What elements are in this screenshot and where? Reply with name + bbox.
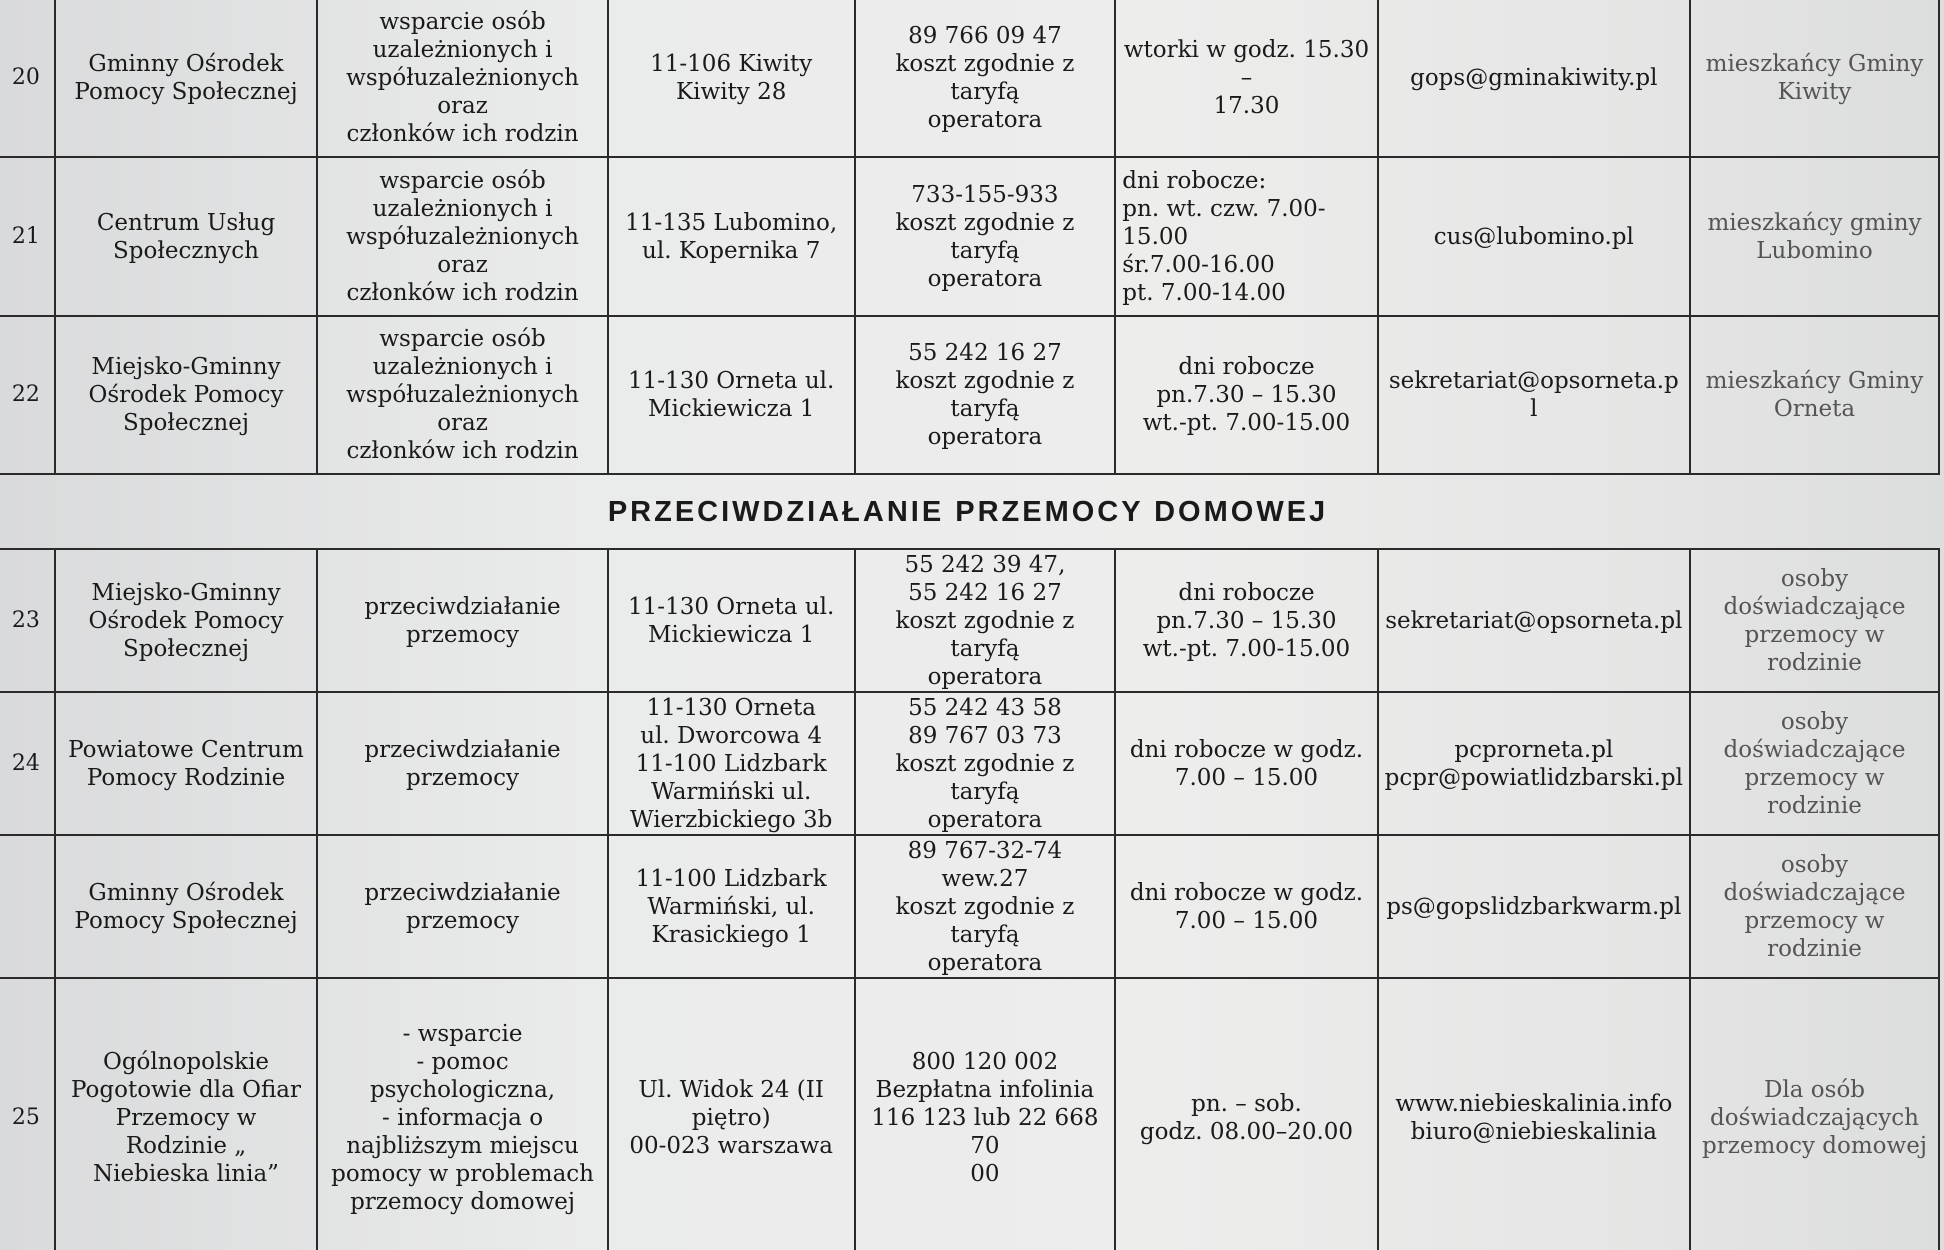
address: 11-130 Orneta ul. Dworcowa 4 11-100 Lidzbark Warmiński ul. Wierzbickiego 3b [608, 692, 855, 835]
address: 11-130 Orneta ul. Mickiewicza 1 [608, 316, 855, 474]
support-type: - wsparcie - pomoc psychologiczna, - informacja o najbliższym miejscu pomocy w problemach przemocy domowej [317, 978, 608, 1250]
support-type: przeciwdziałanie przemocy [317, 549, 608, 692]
recipients: mieszkańcy Gminy Kiwity [1690, 0, 1939, 157]
institution-name: Gminny Ośrodek Pomocy Społecznej [55, 835, 318, 978]
institution-name: Ogólnopolskie Pogotowie dla Ofiar Przemocy w Rodzinie „ Niebieska linia” [55, 978, 318, 1250]
opening-hours: dni robocze: pn. wt. czw. 7.00-15.00 śr.7.00-16.00 pt. 7.00-14.00 [1115, 157, 1377, 316]
email: cus@lubomino.pl [1378, 157, 1690, 316]
opening-hours: dni robocze pn.7.30 – 15.30 wt.-pt. 7.00-15.00 [1115, 316, 1377, 474]
recipients: osoby doświadczające przemocy w rodzinie [1690, 835, 1939, 978]
opening-hours: dni robocze pn.7.30 – 15.30 wt.-pt. 7.00-15.00 [1115, 549, 1377, 692]
support-type: wsparcie osób uzależnionych i współuzależnionych oraz członków ich rodzin [317, 157, 608, 316]
address: 11-130 Orneta ul. Mickiewicza 1 [608, 549, 855, 692]
phone: 89 767-32-74 wew.27 koszt zgodnie z taryfą operatora [855, 835, 1116, 978]
email: sekretariat@opsorneta.pl [1378, 549, 1690, 692]
institution-name: Miejsko-Gminny Ośrodek Pomocy Społecznej [55, 316, 318, 474]
email: www.niebieskalinia.info biuro@niebieskalinia [1378, 978, 1690, 1250]
support-type: przeciwdziałanie przemocy [317, 692, 608, 835]
table-row [0, 692, 1939, 835]
table-row [0, 835, 1939, 978]
phone: 800 120 002 Bezpłatna infolinia 116 123 lub 22 668 70 00 [855, 978, 1116, 1250]
table-row [0, 0, 1939, 157]
table-row [0, 978, 1939, 1250]
opening-hours: wtorki w godz. 15.30 – 17.30 [1115, 0, 1377, 157]
phone: 733-155-933 koszt zgodnie z taryfą operatora [855, 157, 1116, 316]
institution-name: Powiatowe Centrum Pomocy Rodzinie [55, 692, 318, 835]
support-type: przeciwdziałanie przemocy [317, 835, 608, 978]
address: 11-106 Kiwity Kiwity 28 [608, 0, 855, 157]
row-number [0, 835, 55, 978]
row-number: 23 [0, 549, 55, 692]
row-number: 25 [0, 978, 55, 1250]
phone: 55 242 16 27 koszt zgodnie z taryfą operatora [855, 316, 1116, 474]
address: 11-135 Lubomino, ul. Kopernika 7 [608, 157, 855, 316]
opening-hours: dni robocze w godz. 7.00 – 15.00 [1115, 692, 1377, 835]
row-number: 20 [0, 0, 55, 157]
table-row [0, 316, 1939, 474]
opening-hours: pn. – sob. godz. 08.00–20.00 [1115, 978, 1377, 1250]
row-number: 21 [0, 157, 55, 316]
recipients: Dla osób doświadczających przemocy domowej [1690, 978, 1939, 1250]
institution-name: Miejsko-Gminny Ośrodek Pomocy Społecznej [55, 549, 318, 692]
institution-name: Gminny Ośrodek Pomocy Społecznej [55, 0, 318, 157]
recipients: osoby doświadczające przemocy w rodzinie [1690, 549, 1939, 692]
row-number: 22 [0, 316, 55, 474]
phone: 89 766 09 47 koszt zgodnie z taryfą operatora [855, 0, 1116, 157]
email: ps@gopslidzbarkwarm.pl [1378, 835, 1690, 978]
row-number: 24 [0, 692, 55, 835]
phone: 55 242 43 58 89 767 03 73 koszt zgodnie z taryfą operatora [855, 692, 1116, 835]
support-type: wsparcie osób uzależnionych i współuzależnionych oraz członków ich rodzin [317, 316, 608, 474]
email: pcprorneta.pl pcpr@powiatlidzbarski.pl [1378, 692, 1690, 835]
phone: 55 242 39 47, 55 242 16 27 koszt zgodnie z taryfą operatora [855, 549, 1116, 692]
recipients: osoby doświadczające przemocy w rodzinie [1690, 692, 1939, 835]
address: 11-100 Lidzbark Warmiński, ul. Krasickiego 1 [608, 835, 855, 978]
opening-hours: dni robocze w godz. 7.00 – 15.00 [1115, 835, 1377, 978]
recipients: mieszkańcy gminy Lubomino [1690, 157, 1939, 316]
institution-name: Centrum Usług Społecznych [55, 157, 318, 316]
table-row [0, 549, 1939, 692]
support-type: wsparcie osób uzależnionych i współuzależnionych oraz członków ich rodzin [317, 0, 608, 157]
email: sekretariat@opsorneta.p l [1378, 316, 1690, 474]
table-row [0, 157, 1939, 316]
email: gops@gminakiwity.pl [1378, 0, 1690, 157]
address: Ul. Widok 24 (II piętro) 00-023 warszawa [608, 978, 855, 1250]
recipients: mieszkańcy Gminy Orneta [1690, 316, 1939, 474]
section-header-row [0, 474, 1939, 549]
section-title: PRZECIWDZIAŁANIE PRZEMOCY DOMOWEJ [0, 474, 1939, 549]
